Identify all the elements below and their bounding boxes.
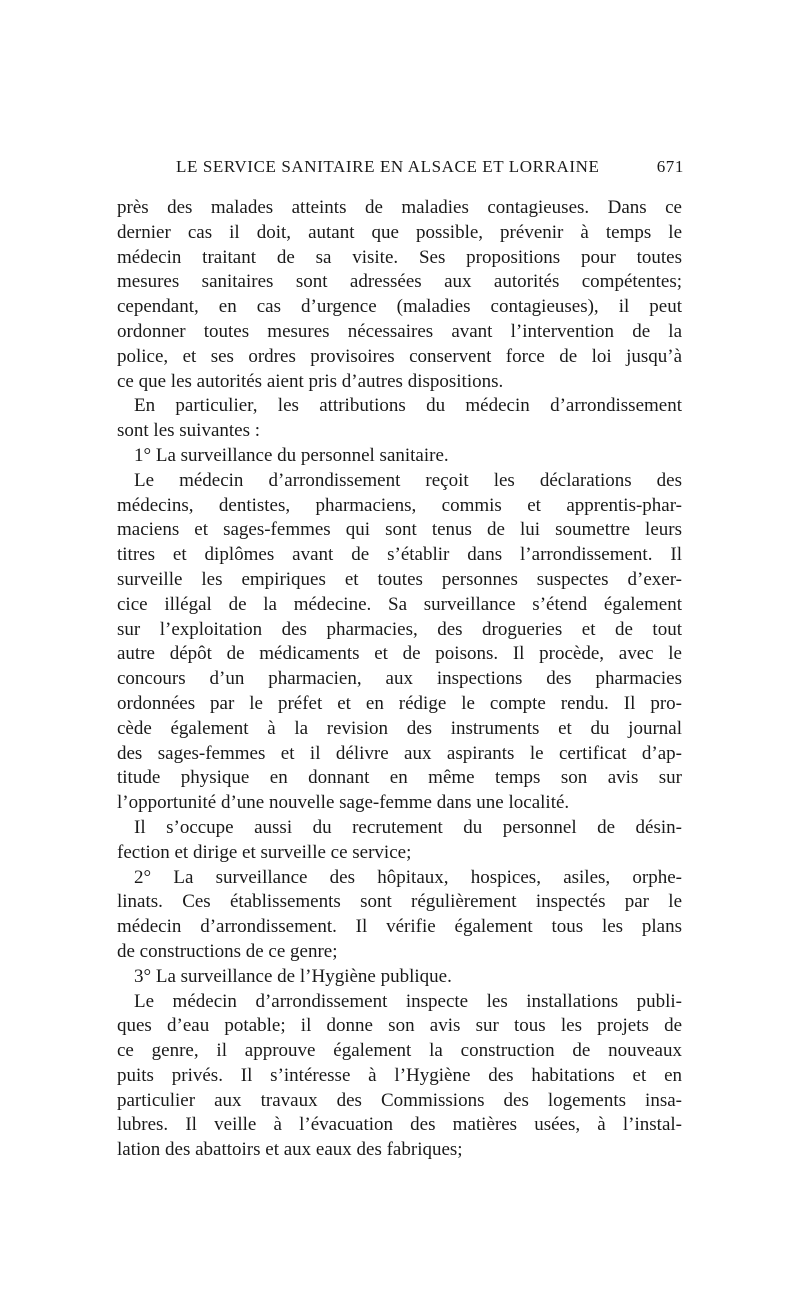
text-line: mesures sanitaires sont adressées aux autorités compétentes; [117,271,682,293]
text-line: titres et diplômes avant de s’établir dans l’arrondissement. Il [117,544,682,566]
text-line: sont les suivantes : [117,420,261,442]
text-line: l’opportunité d’une nouvelle sage-femme dans une localité. [117,792,570,814]
text-line: 1° La surveillance du personnel sanitaire. [134,444,449,466]
text-line: lation des abattoirs et aux eaux des fabriques; [117,1139,463,1161]
text-line: maciens et sages-femmes qui sont tenus de lui soumettre leurs [117,519,682,541]
text-line: titude physique en donnant en même temps son avis sur [117,767,682,789]
text-line: lubres. Il veille à l’évacuation des matières usées, à l’instal- [117,1114,682,1136]
text-line: En particulier, les attributions du médecin d’arrondissement [134,395,682,417]
page-number: 671 [656,157,684,176]
text-line: cice illégal de la médecine. Sa surveillance s’étend également [117,593,682,615]
text-line: de constructions de ce genre; [117,940,338,962]
text-line: médecins, dentistes, pharmaciens, commis et apprentis-phar- [117,494,682,516]
running-header [176,157,684,183]
text-line: Le médecin d’arrondissement inspecte les installations publi- [134,990,682,1012]
text-line: ordonnées par le préfet et en rédige le compte rendu. Il pro- [117,692,682,714]
text-line: cependant, en cas d’urgence (maladies contagieuses), il peut [117,296,682,318]
text-line: police, et ses ordres provisoires conservent force de loi jusqu’à [117,345,682,367]
text-line: 3° La surveillance de l’Hygiène publique. [134,965,452,987]
text-line: Il s’occupe aussi du recrutement du personnel de désin- [134,816,682,838]
text-line: dernier cas il doit, autant que possible, prévenir à temps le [117,221,682,243]
text-line: sur l’exploitation des pharmacies, des drogueries et de tout [117,618,682,640]
text-line: ce que les autorités aient pris d’autres dispositions. [117,370,504,392]
text-line: puits privés. Il s’intéresse à l’Hygiène des habitations et en [117,1064,682,1086]
text-line: Le médecin d’arrondissement reçoit les déclarations des [134,469,682,491]
text-line: concours d’un pharmacien, aux inspections des pharmacies [117,668,682,690]
text-line: particulier aux travaux des Commissions des logements insa- [117,1089,682,1111]
running-title: LE SERVICE SANITAIRE EN ALSACE ET LORRAINE [176,157,600,176]
text-line: autre dépôt de médicaments et de poisons. Il procède, avec le [117,643,682,665]
text-line: fection et dirige et surveille ce service; [117,841,412,863]
text-line: des sages-femmes et il délivre aux aspirants le certificat d’ap- [117,742,682,764]
text-line: 2° La surveillance des hôpitaux, hospices, asiles, orphe- [134,866,682,888]
text-line: médecin d’arrondissement. Il vérifie également tous les plans [117,916,682,938]
text-line: ques d’eau potable; il donne son avis sur tous les projets de [117,1015,682,1037]
text-line: cède également à la revision des instruments et du journal [117,717,682,739]
text-line: surveille les empiriques et toutes personnes suspectes d’exer- [117,568,682,590]
text-line: ordonner toutes mesures nécessaires avant l’intervention de la [117,320,682,342]
text-line: linats. Ces établissements sont régulièrement inspectés par le [117,891,682,913]
body-text [117,196,682,1163]
text-line: médecin traitant de sa visite. Ses propositions pour toutes [117,246,682,268]
text-line: ce genre, il approuve également la construction de nouveaux [117,1040,682,1062]
text-line: près des malades atteints de maladies contagieuses. Dans ce [117,197,682,218]
